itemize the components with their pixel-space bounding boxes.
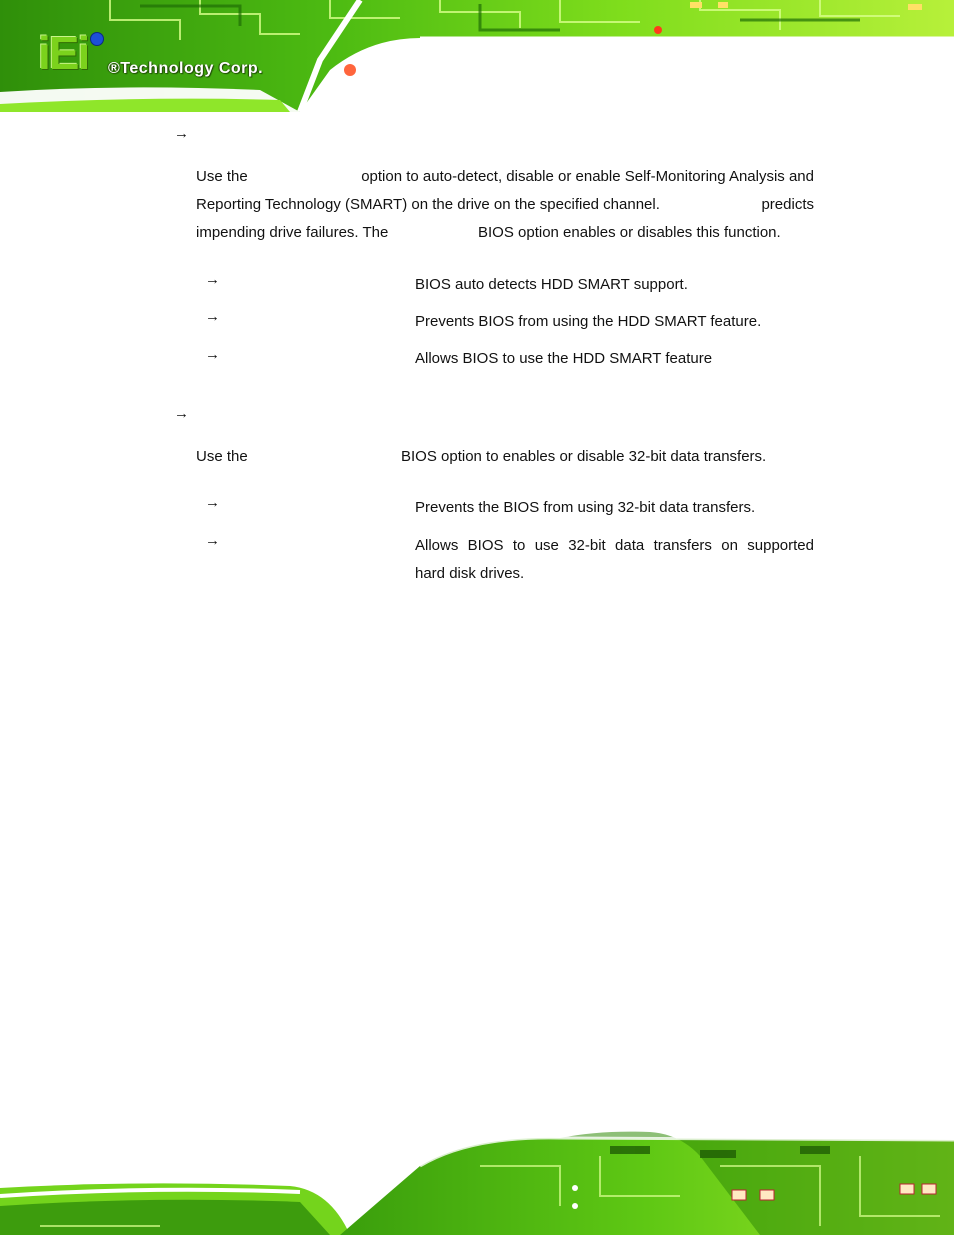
transfer32-enabled-line1: Allows BIOS to use 32-bit data transfers on supported [415,537,814,554]
option-arrow-icon: → [205,308,220,325]
header-banner [0,0,954,112]
transfer32-option-enabled-desc [415,536,814,584]
smart-line2-b: predicts [761,196,814,213]
section-arrow-icon: → [174,125,189,142]
logo-letters: iEi [38,27,89,79]
option-arrow-icon: → [205,271,220,288]
transfer32-desc-a: Use the [196,448,248,465]
smart-line1-b: option to auto-detect, disable or enable Self-Monitoring Analysis and [361,168,814,185]
company-logo [38,27,298,82]
smart-line1-a: Use the [196,168,248,185]
logo-dot-icon [90,32,104,46]
smart-option-enabled-desc: Allows BIOS to use the HDD SMART feature [415,350,713,367]
option-arrow-icon: → [205,532,220,549]
logo-tagline: ®Technology Corp. [108,60,264,77]
footer-banner [0,1126,954,1235]
transfer32-desc-b: BIOS option to enables or disable 32-bit data transfers. [401,448,767,465]
smart-line3-a: impending drive failures. The [196,224,389,241]
smart-option-disabled-desc: Prevents BIOS from using the HDD SMART feature. [415,313,762,330]
smart-option-auto-desc: BIOS auto detects HDD SMART support. [415,276,688,293]
option-arrow-icon: → [205,346,220,363]
smart-line2-a: Reporting Technology (SMART) on the drive on the specified channel. [196,196,660,213]
smart-description [196,163,814,247]
section-arrow-icon: → [174,405,189,422]
option-arrow-icon: → [205,494,220,511]
transfer32-enabled-line2: hard disk drives. [415,565,525,582]
transfer32-option-disabled-desc: Prevents the BIOS from using 32-bit data transfers. [415,499,756,516]
smart-line3-b: BIOS option enables or disables this function. [478,224,781,241]
circuit-board-footer [0,1126,954,1235]
